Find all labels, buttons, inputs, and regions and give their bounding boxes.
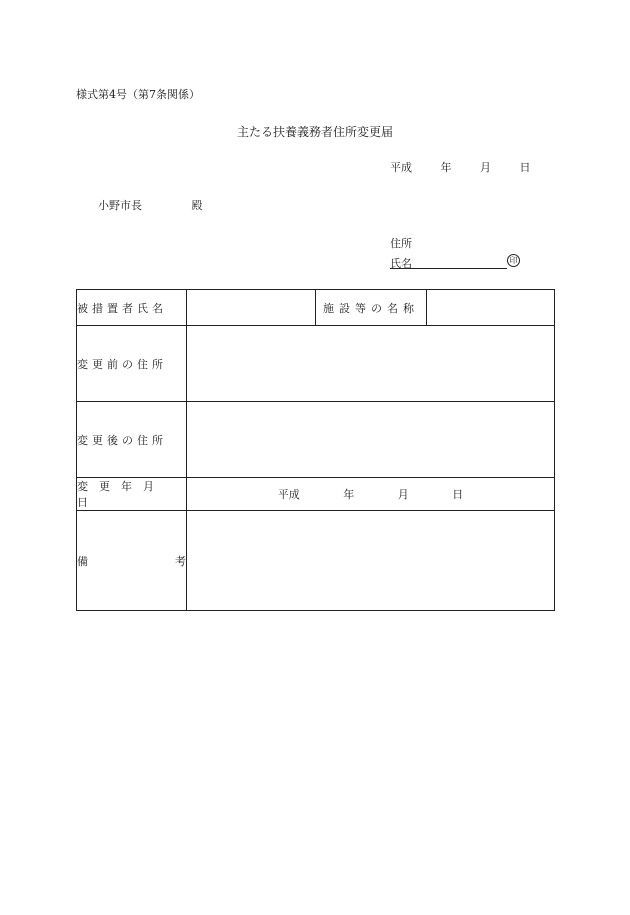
seal-mark-icon: 印 — [507, 254, 520, 267]
address-before-input[interactable] — [187, 326, 555, 402]
facility-name-label: 施設等の名称 — [316, 290, 427, 326]
applicant-address-label: 住所 — [390, 237, 412, 250]
change-date-label: 変更年月日 — [77, 478, 187, 511]
addressee — [98, 197, 203, 213]
date-era: 平成 — [390, 161, 412, 174]
name-underline — [390, 268, 507, 269]
remarks-label — [77, 511, 187, 611]
remarks-input[interactable] — [187, 511, 555, 611]
change-date-era: 平成 — [277, 488, 300, 501]
facility-name-input[interactable] — [427, 290, 555, 326]
table-row — [77, 326, 555, 402]
protected-name-input[interactable] — [187, 290, 316, 326]
form-number: 様式第4号（第7条関係） — [76, 88, 200, 101]
table-row — [77, 511, 555, 611]
date-month[interactable]: 月 — [480, 161, 491, 174]
document-title: 主たる扶養義務者住所変更届 — [236, 125, 393, 139]
applicant-name-field[interactable] — [390, 255, 520, 269]
applicant-name-label: 氏名 — [390, 257, 412, 270]
table-row — [77, 478, 555, 511]
change-date-day[interactable]: 日 — [452, 488, 464, 501]
addressee-honorific: 殿 — [191, 199, 203, 212]
remarks-label-right: 考 — [175, 554, 186, 568]
address-after-label: 変更後の住所 — [77, 402, 187, 478]
remarks-label-left: 備 — [77, 554, 88, 568]
protected-name-label: 被措置者氏名 — [77, 290, 187, 326]
change-date-month[interactable]: 月 — [397, 488, 409, 501]
date-year[interactable]: 年 — [440, 161, 452, 174]
change-date-input[interactable] — [187, 478, 555, 511]
address-before-label: 変更前の住所 — [77, 326, 187, 402]
date-day[interactable]: 日 — [519, 161, 531, 174]
addressee-name: 小野市長 — [98, 199, 142, 212]
change-form-table — [76, 289, 555, 611]
address-after-input[interactable] — [187, 402, 555, 478]
table-row — [77, 402, 555, 478]
change-date-year[interactable]: 年 — [343, 488, 355, 501]
submission-date — [390, 159, 531, 175]
table-row — [77, 290, 555, 326]
